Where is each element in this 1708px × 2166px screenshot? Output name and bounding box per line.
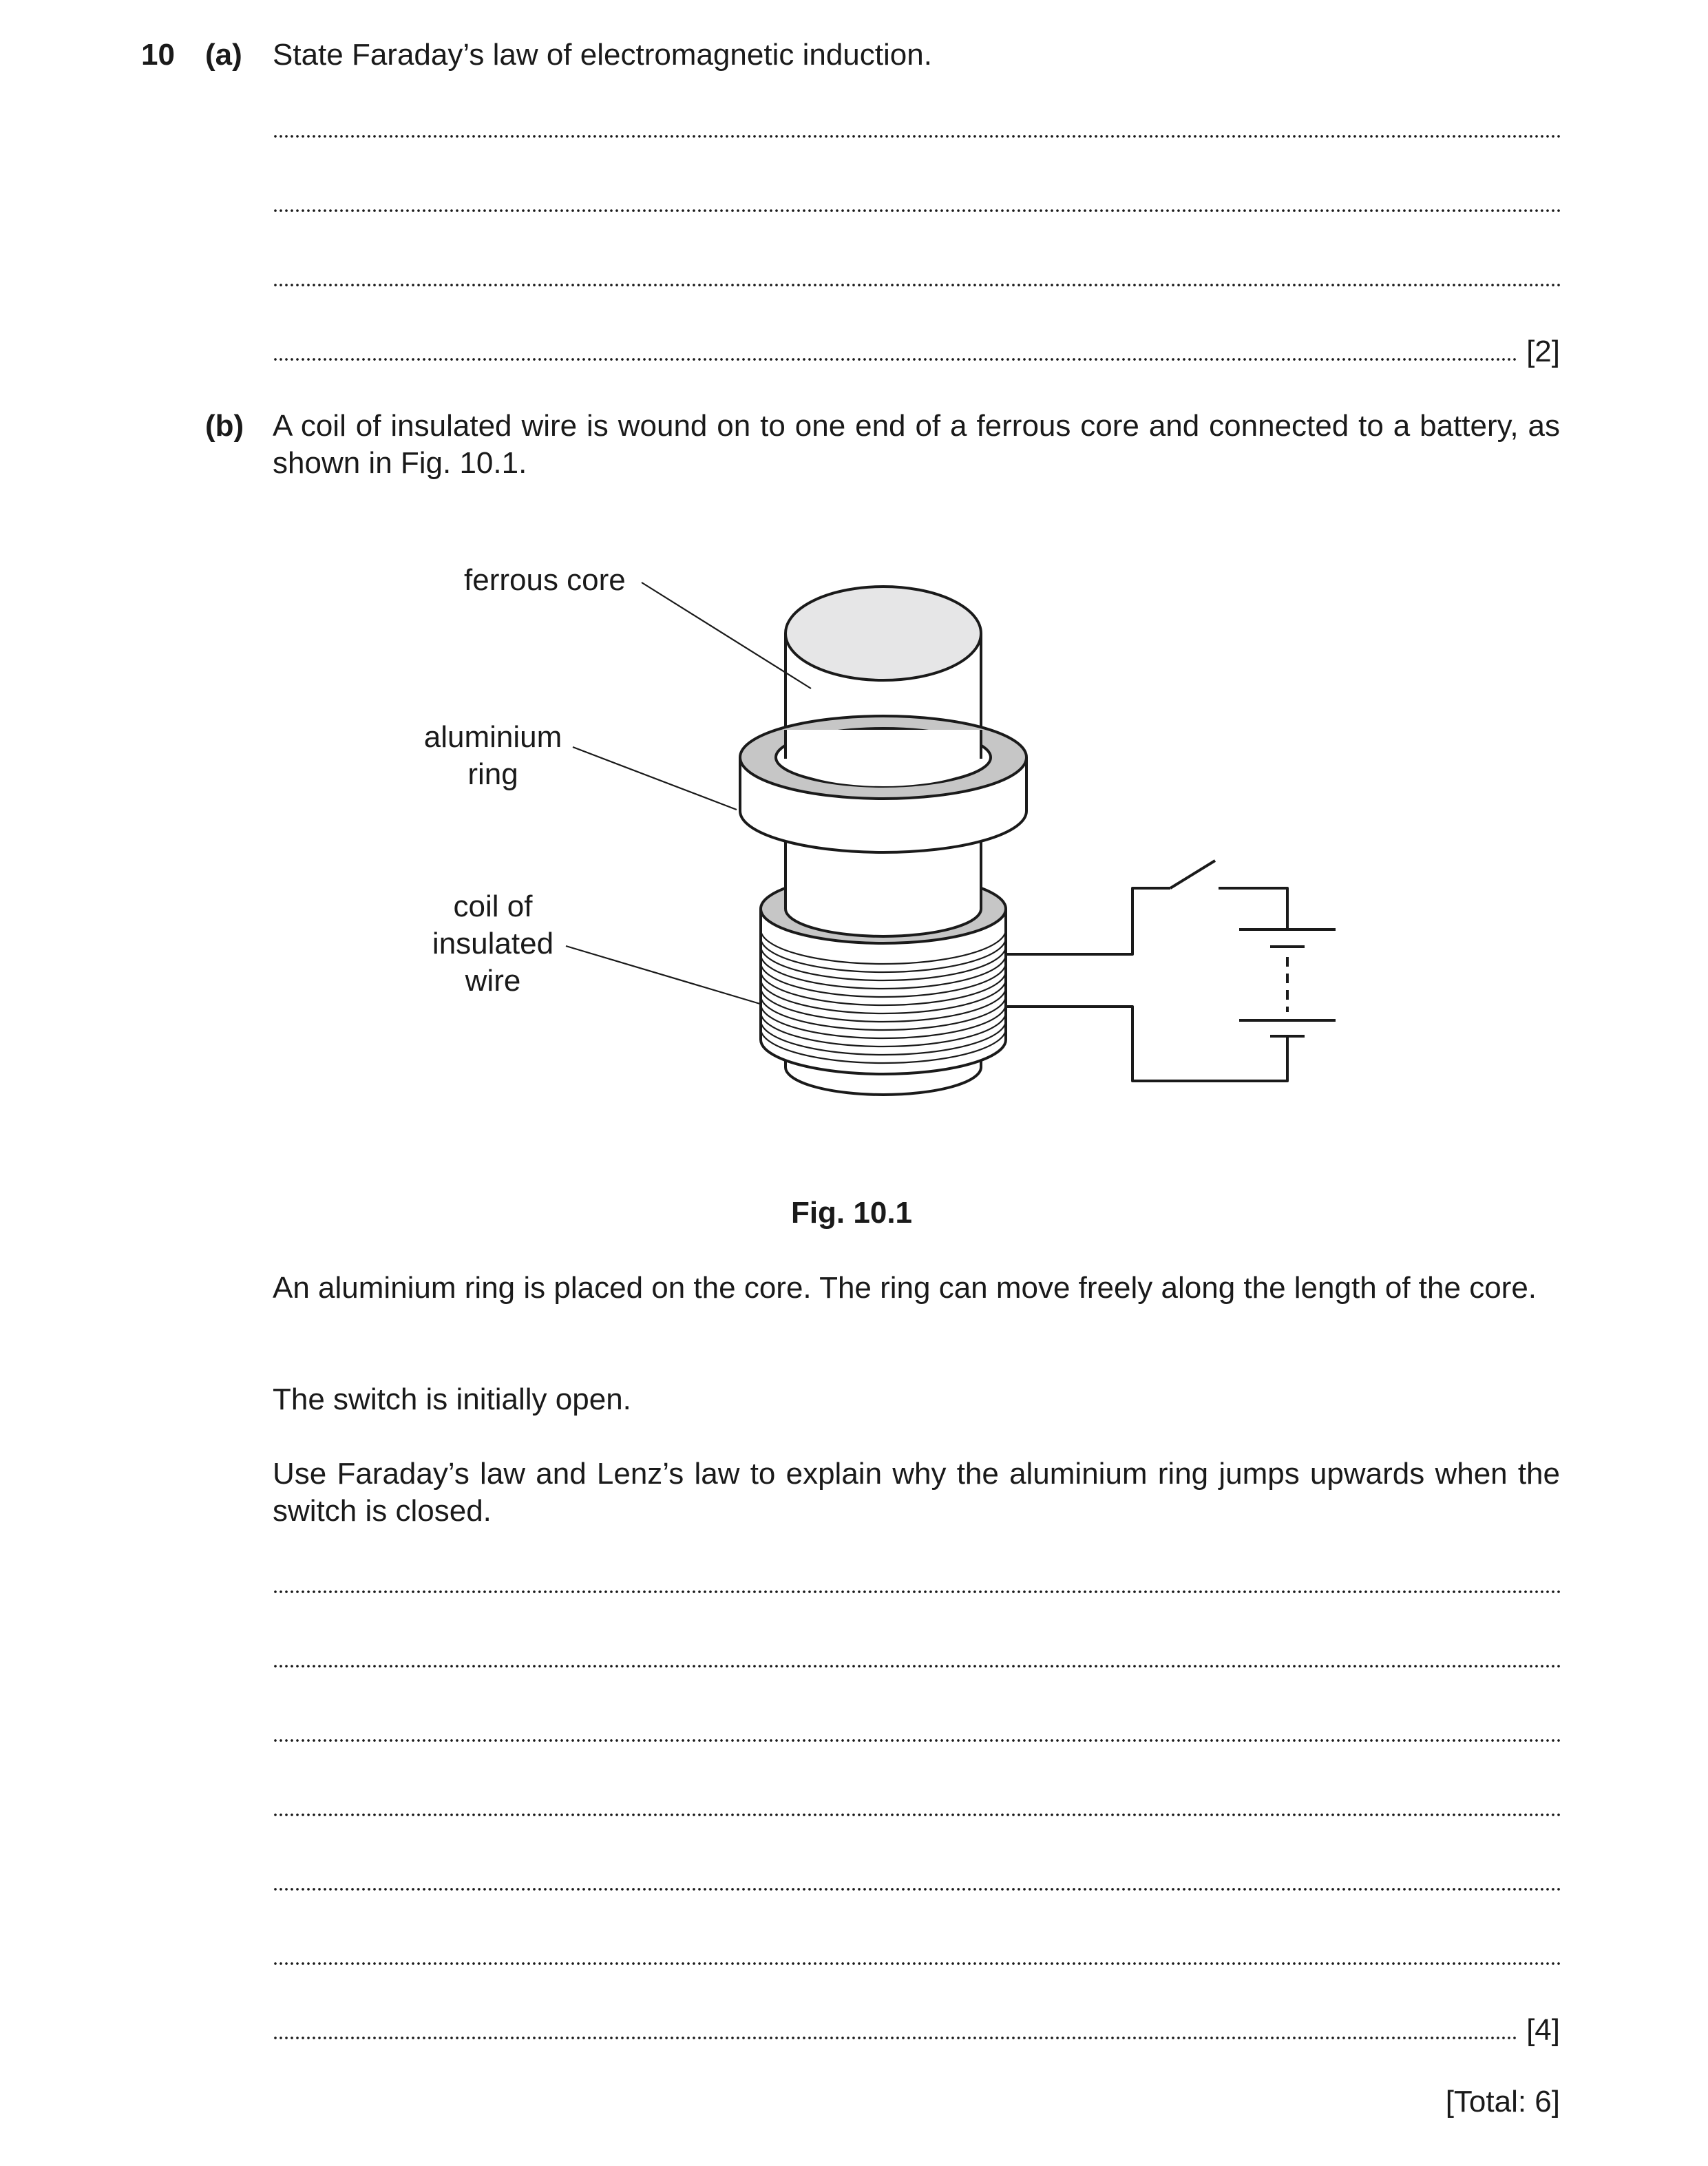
label-aluminium-ring-line2: ring [467,757,518,791]
circuit [1006,861,1336,1081]
wire-bottom [1006,1007,1287,1081]
part-a-label: (a) [205,38,242,72]
wire-switch-battery [1219,888,1287,929]
leader-aluminium-ring [573,747,737,810]
switch-blade [1170,861,1215,888]
part-b-mark: [4] [1526,2013,1560,2047]
label-ferrous-core: ferrous core [464,563,626,597]
part-a-text: State Faraday’s law of electromagnetic induction. [273,38,932,72]
answer-line-b3[interactable] [273,1739,1560,1742]
answer-line-b4[interactable] [273,1813,1560,1816]
answer-line-b1[interactable] [273,1590,1560,1593]
answer-line-b7[interactable] [273,2037,1519,2039]
part-b-text: A coil of insulated wire is wound on to one end of a ferrous core and connected to a battery, as shown in Fig. 10.1. [273,409,1560,480]
part-b-label: (b) [205,409,244,443]
label-aluminium-ring-line1: aluminium [423,720,562,754]
label-coil-line1: coil of [453,890,533,923]
answer-line-b2[interactable] [273,1665,1560,1668]
wire-top [1006,888,1170,954]
label-coil-line2: insulated [432,927,554,960]
figure-caption: Fig. 10.1 [790,1196,913,1230]
answer-line-b5[interactable] [273,1888,1560,1891]
part-b-para2: The switch is initially open. [273,1382,631,1416]
total-marks: [Total: 6] [1445,2085,1560,2118]
answer-line-b6[interactable] [273,1962,1560,1965]
part-b-para3: Use Faraday’s law and Lenz’s law to explain why the aluminium ring jumps upwards when the switch is closed. [273,1457,1560,1528]
leader-coil [566,946,760,1004]
part-b-para1: An aluminium ring is placed on the core. The ring can move freely along the length of the core. [273,1271,1537,1305]
question-number: 10 [141,38,175,72]
core-top [786,587,981,680]
label-coil-line3: wire [465,964,521,998]
part-a-mark: [2] [1526,335,1560,368]
